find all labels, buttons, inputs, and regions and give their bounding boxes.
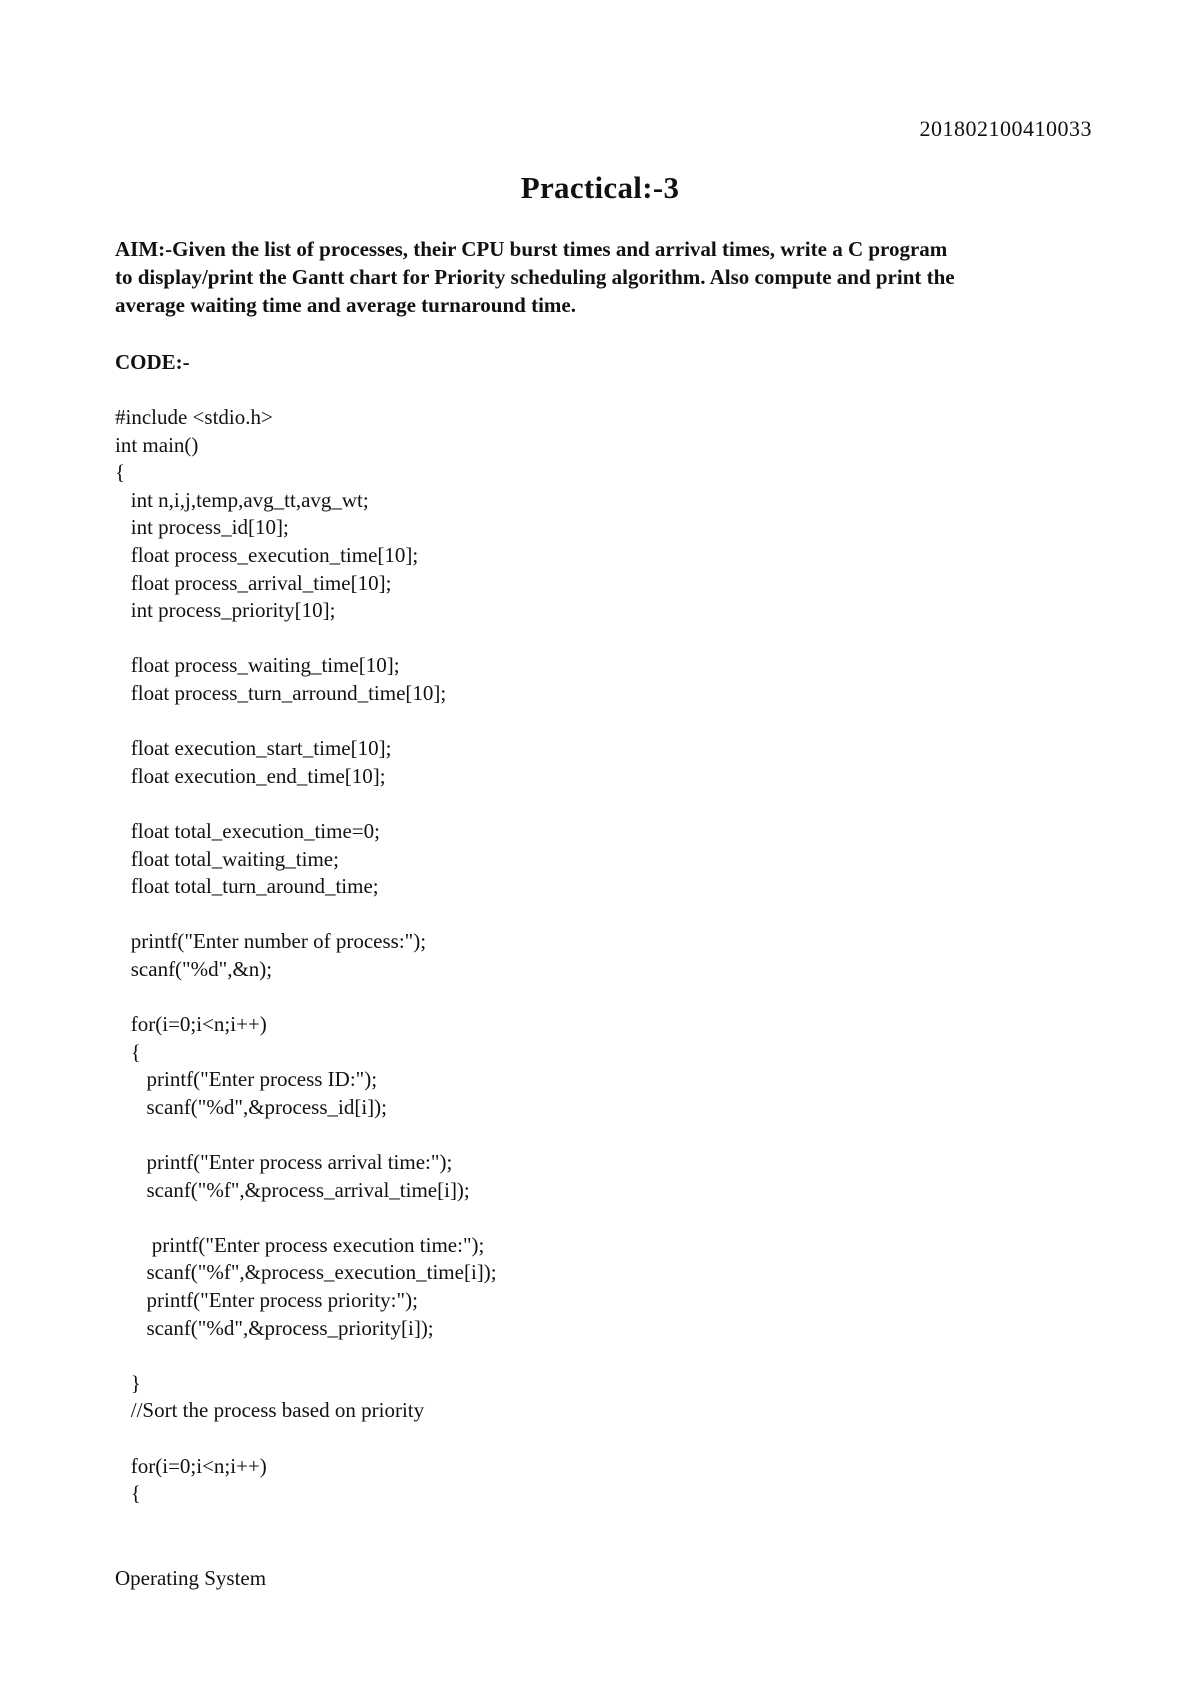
aim-line: AIM:-Given the list of processes, their CPU burst times and arrival times, write a C program (115, 237, 948, 261)
page-footer: Operating System (115, 1566, 267, 1590)
aim-paragraph (115, 235, 1105, 319)
code-line: printf("Enter number of process:"); (115, 929, 427, 954)
practical-title: Practical:-3 (520, 170, 680, 205)
code-line: scanf("%f",&process_arrival_time[i]); (115, 1177, 470, 1202)
code-line: float total_turn_around_time; (115, 874, 379, 899)
code-line: //Sort the process based on priority (115, 1398, 425, 1423)
enrollment-id: 201802100410033 (919, 116, 1092, 141)
code-line (115, 708, 497, 736)
code-line: printf("Enter process ID:"); (115, 1067, 378, 1092)
code-line: { (115, 1481, 141, 1506)
code-line (115, 983, 497, 1011)
code-line: printf("Enter process arrival time:"); (115, 1150, 453, 1175)
code-line: float process_execution_time[10]; (115, 542, 419, 567)
aim-line: to display/print the Gantt chart for Priority scheduling algorithm. Also compute and print the (115, 265, 955, 289)
code-line: printf("Enter process priority:"); (115, 1288, 418, 1312)
code-line: float total_waiting_time; (115, 846, 339, 871)
code-line: int n,i,j,temp,avg_tt,avg_wt; (115, 487, 369, 512)
code-heading: CODE:- (115, 350, 190, 374)
code-line: for(i=0;i<n;i++) (115, 1453, 267, 1478)
code-listing (115, 404, 497, 1508)
aim-line: average waiting time and average turnaround time. (115, 293, 576, 317)
code-line (115, 1204, 497, 1232)
code-line: scanf("%d",&process_priority[i]); (115, 1315, 434, 1340)
code-line: int process_id[10]; (115, 515, 289, 540)
code-line: } (115, 1370, 141, 1395)
code-line (115, 901, 497, 929)
code-line (115, 790, 497, 818)
code-line (115, 1121, 497, 1149)
code-line: { (115, 460, 126, 485)
code-line: scanf("%d",&process_id[i]); (115, 1094, 387, 1119)
code-line: float process_arrival_time[10]; (115, 570, 392, 595)
code-line: scanf("%d",&n); (115, 956, 273, 981)
code-line: float execution_end_time[10]; (115, 763, 386, 788)
code-line: scanf("%f",&process_execution_time[i]); (115, 1260, 497, 1285)
code-line: printf("Enter process execution time:"); (115, 1232, 485, 1257)
code-line: int main() (115, 432, 199, 457)
code-line (115, 625, 497, 653)
code-line: for(i=0;i<n;i++) (115, 1012, 267, 1037)
code-line (115, 1425, 497, 1453)
code-line: float total_execution_time=0; (115, 818, 380, 843)
code-line: float process_waiting_time[10]; (115, 653, 400, 678)
code-line: float execution_start_time[10]; (115, 736, 392, 761)
code-line: float process_turn_arround_time[10]; (115, 680, 447, 705)
code-line: int process_priority[10]; (115, 598, 336, 623)
code-line: { (115, 1039, 141, 1064)
code-line (115, 1342, 497, 1370)
code-line: #include <stdio.h> (115, 405, 273, 429)
